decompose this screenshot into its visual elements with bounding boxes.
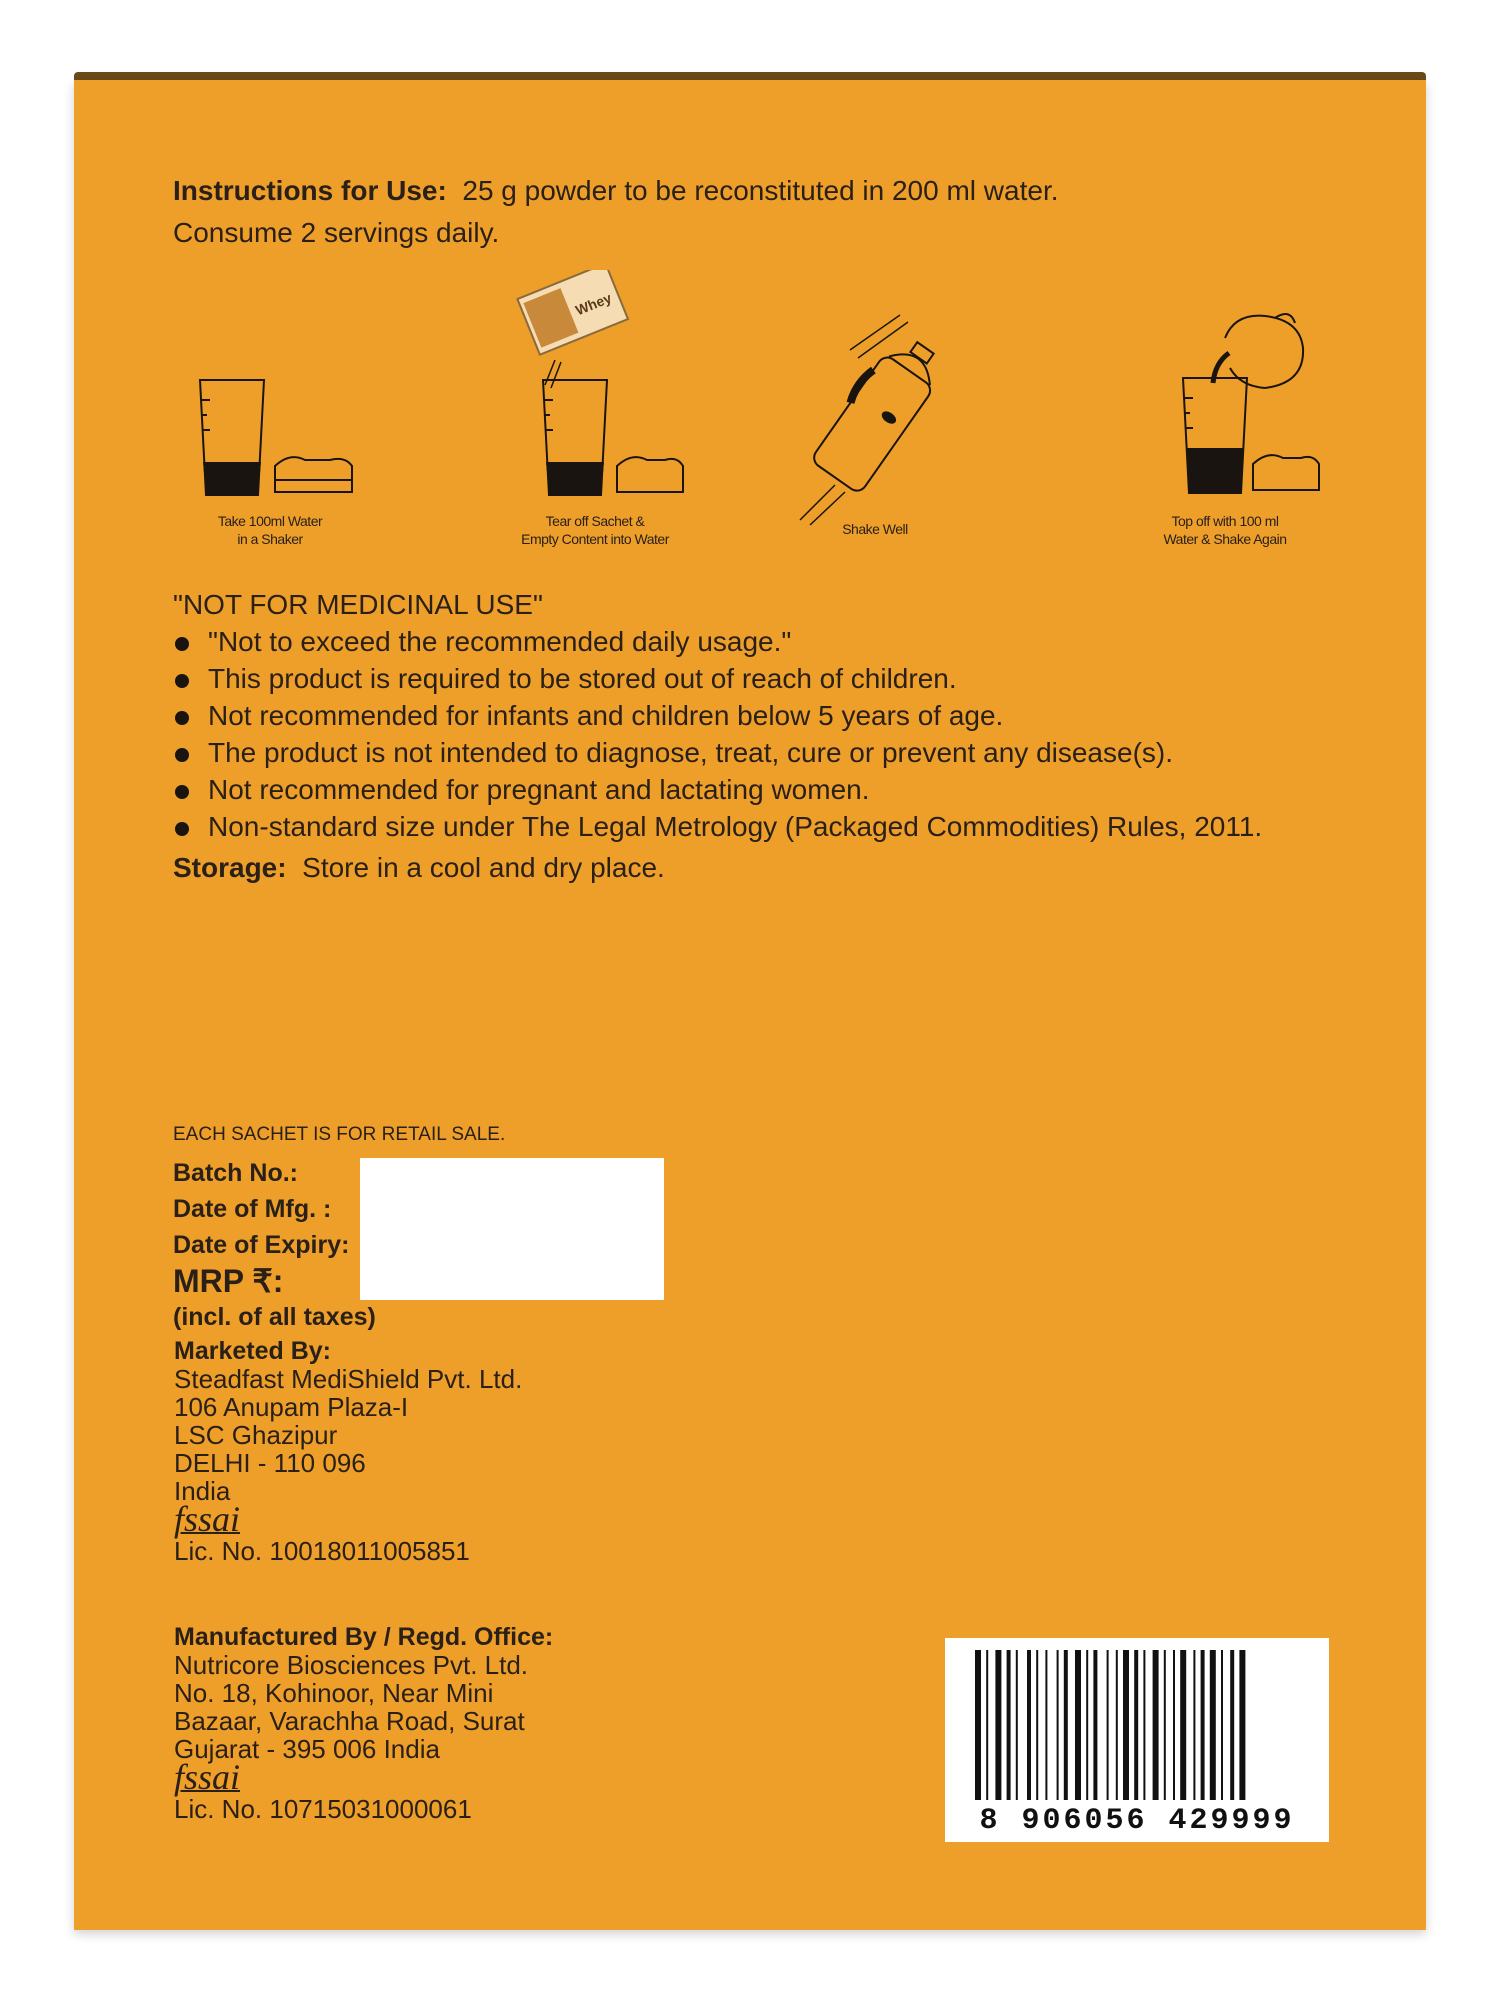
step-1 xyxy=(170,370,370,548)
barcode-number: 8 906056 429999 xyxy=(979,1804,1295,1838)
step-3-caption-1: Shake Well xyxy=(842,521,908,537)
barcode-bar xyxy=(1057,1650,1059,1800)
warning-item: This product is required to be stored out of reach of children. xyxy=(173,660,1262,697)
instructions-line2: Consume 2 servings daily. xyxy=(173,217,500,248)
barcode-bar xyxy=(1164,1650,1166,1800)
barcode-bar xyxy=(1116,1650,1118,1800)
manufacturer-line: Nutricore Biosciences Pvt. Ltd. xyxy=(174,1650,529,1680)
step-4-caption-1: Top off with 100 ml xyxy=(1171,513,1279,529)
manufacturer-license: Lic. No. 10715031000061 xyxy=(174,1794,472,1824)
instructions-block xyxy=(173,170,1059,254)
barcode-bar xyxy=(1239,1650,1245,1800)
batch-fields xyxy=(173,1155,349,1299)
barcode-bar xyxy=(1143,1650,1145,1800)
step-2-caption-1: Tear off Sachet & xyxy=(545,513,645,529)
barcode-bar xyxy=(1093,1650,1097,1800)
mrp-taxes-note: (incl. of all taxes) xyxy=(173,1303,376,1331)
warning-item: The product is not intended to diagnose, treat, cure or prevent any disease(s). xyxy=(173,734,1262,771)
marketer-line: DELHI - 110 096 xyxy=(174,1448,366,1478)
barcode-bar xyxy=(1016,1650,1018,1800)
manufacturer-line: No. 18, Kohinoor, Near Mini xyxy=(174,1678,494,1708)
batch-print-area xyxy=(360,1158,664,1300)
barcode-bar xyxy=(1007,1650,1011,1800)
barcode-bar xyxy=(1086,1650,1088,1800)
marketer-line: LSC Ghazipur xyxy=(174,1420,338,1450)
fssai-logo: fssai xyxy=(174,1757,241,1797)
fssai-logo: fssai xyxy=(174,1499,241,1539)
shaker-bottle-icon xyxy=(790,310,960,530)
expiry-date-label: Date of Expiry: xyxy=(173,1231,350,1259)
storage-text: Store in a cool and dry place. xyxy=(302,852,665,883)
barcode-bar xyxy=(1173,1650,1175,1800)
step-1-caption-2: in a Shaker xyxy=(237,531,303,547)
batch-label: Batch No.: xyxy=(173,1159,298,1187)
marketer-line: Steadfast MediShield Pvt. Ltd. xyxy=(174,1364,523,1394)
barcode-bar xyxy=(1210,1650,1216,1800)
barcode-bar xyxy=(1123,1650,1129,1800)
step-4 xyxy=(1110,308,1340,548)
barcode-bar xyxy=(986,1650,988,1800)
barcode xyxy=(945,1638,1329,1842)
marketer-line: 106 Anupam Plaza-I xyxy=(174,1392,409,1422)
instructions-label: Instructions for Use: xyxy=(173,175,447,206)
barcode-bar xyxy=(1201,1650,1205,1800)
marketer-line: India xyxy=(174,1476,231,1506)
manufacturer-block xyxy=(174,1622,553,1823)
retail-note: EACH SACHET IS FOR RETAIL SALE. xyxy=(173,1124,506,1145)
storage-line xyxy=(173,852,665,884)
barcode-bar xyxy=(1107,1650,1109,1800)
barcode-bar xyxy=(1221,1650,1223,1800)
barcode-bar xyxy=(1180,1650,1186,1800)
mfg-date-label: Date of Mfg. : xyxy=(173,1195,332,1223)
svg-text:Whey: Whey xyxy=(573,289,614,319)
barcode-bar xyxy=(1064,1650,1068,1800)
marketer-label: Marketed By: xyxy=(174,1337,331,1365)
barcode-bar xyxy=(1075,1650,1081,1800)
barcode-bar xyxy=(1230,1650,1234,1800)
storage-label: Storage: xyxy=(173,852,287,883)
barcode-bar xyxy=(975,1650,981,1800)
mrp-label: MRP ₹: xyxy=(173,1263,284,1299)
barcode-bar xyxy=(995,1650,1001,1800)
barcode-bar xyxy=(1045,1650,1047,1800)
warning-item: "Not to exceed the recommended daily usage." xyxy=(173,623,1262,660)
warnings-heading: "NOT FOR MEDICINAL USE" xyxy=(173,589,543,620)
marketer-block xyxy=(174,1336,522,1565)
warnings-block xyxy=(173,586,1262,845)
barcode-bar xyxy=(1027,1650,1031,1800)
manufacturer-line: Gujarat - 395 006 India xyxy=(174,1734,440,1764)
marketer-license: Lic. No. 10018011005851 xyxy=(174,1536,470,1566)
jug-pour-icon xyxy=(1125,308,1325,498)
glass-shaker-icon xyxy=(180,370,360,500)
warning-item: Not recommended for pregnant and lactating women. xyxy=(173,771,1262,808)
barcode-bar xyxy=(1134,1650,1138,1800)
manufacturer-line: Bazaar, Varachha Road, Surat xyxy=(174,1706,525,1736)
step-2 xyxy=(480,270,710,548)
barcode-bar xyxy=(1153,1650,1159,1800)
instructions-text: 25 g powder to be reconstituted in 200 ml water. xyxy=(462,175,1059,206)
step-4-caption-2: Water & Shake Again xyxy=(1163,531,1287,547)
step-2-caption-2: Empty Content into Water xyxy=(521,531,669,547)
warning-item: Non-standard size under The Legal Metrology (Packaged Commodities) Rules, 2011. xyxy=(173,808,1262,845)
manufacturer-label: Manufactured By / Regd. Office: xyxy=(174,1623,554,1651)
sachet-pour-icon xyxy=(505,270,685,500)
step-1-caption-1: Take 100ml Water xyxy=(217,513,323,529)
warning-item: Not recommended for infants and children below 5 years of age. xyxy=(173,697,1262,734)
barcode-bar xyxy=(1036,1650,1038,1800)
barcode-bar xyxy=(1193,1650,1195,1800)
warnings-list xyxy=(173,623,1262,845)
step-3 xyxy=(790,310,960,538)
